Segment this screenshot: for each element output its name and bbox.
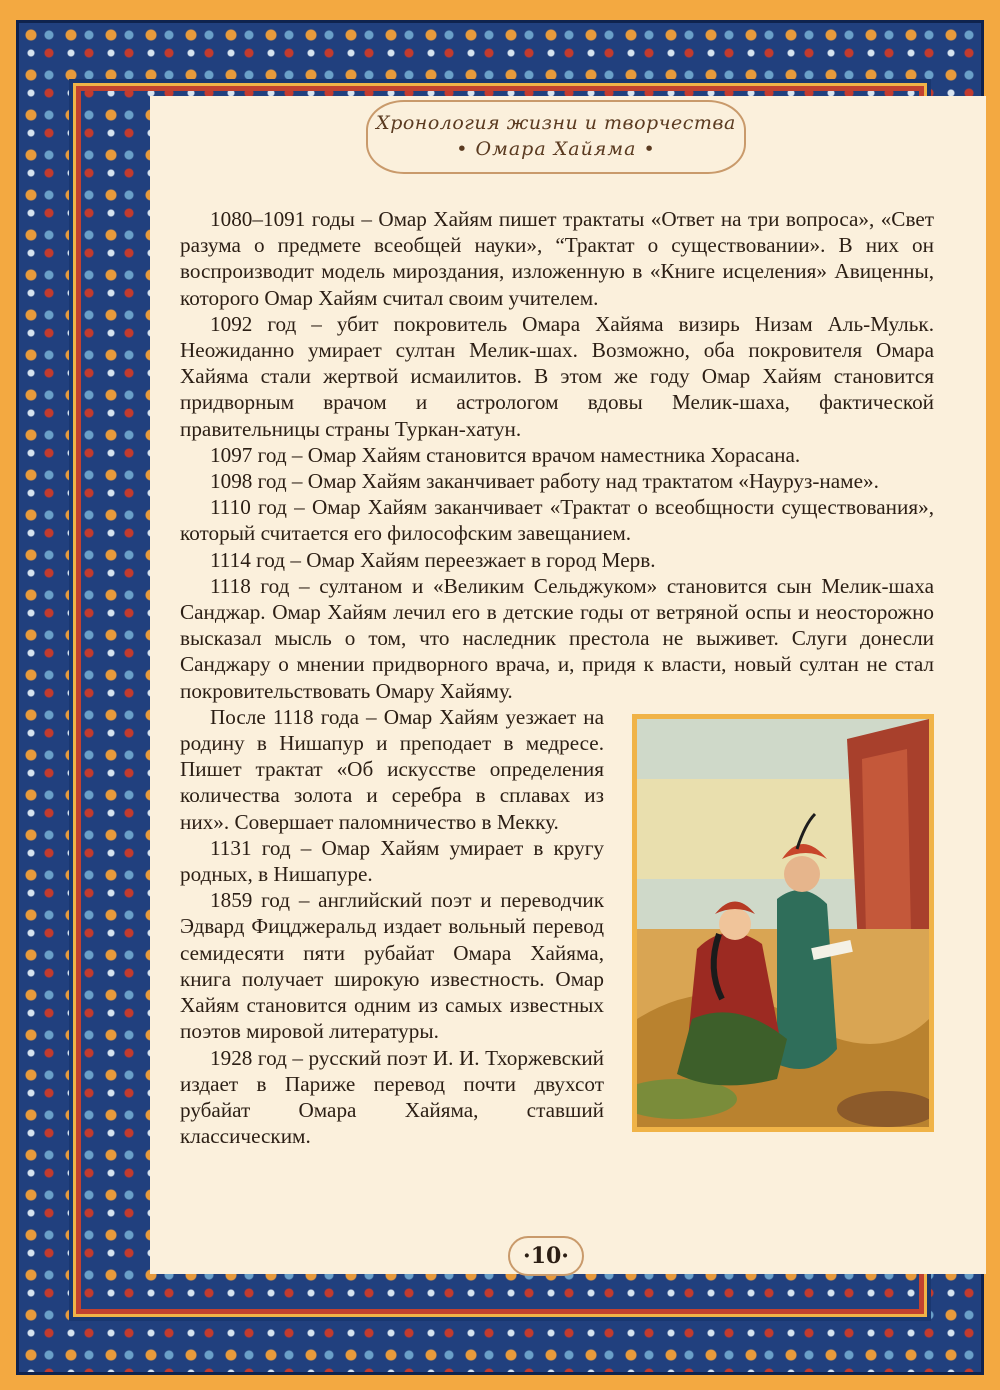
- page-title-line1: Хронология жизни и творчества: [376, 112, 736, 134]
- paragraph-1118: 1118 год – султаном и «Великим Сельджуком» становится сын Мелик-шаха Санджар. Омар Хайям лечил его в детские годы от ветряной оспы и неосторожно высказал мысль о том, что наследник престола не выживет. Слуги донесли Санджару о мнении придворного врача, и, придя к власти, новый султан не стал покровительствовать Омару Хайяму.: [180, 573, 934, 703]
- paragraph-1092: 1092 год – убит покровитель Омара Хайяма визирь Низам Аль-Мульк. Неожиданно умирает султан Мелик-шах. Возможно, оба покровителя Омара Хайяма стали жертвой исмаилитов. В этом же году Омар Хайям становится придворным врачом и астрологом вдовы Мелик-шаха, фактической правительницы страны Туркан-хатун.: [180, 311, 934, 441]
- paragraph-after-1118: После 1118 года – Омар Хайям уезжает на родину в Нишапур и преподает в медресе. Пишет трактат «Об искусстве определения количества золота и серебра в сплавах из них». Совершает паломничество в Мекку.: [180, 704, 604, 834]
- paragraph-1080: 1080–1091 годы – Омар Хайям пишет трактаты «Ответ на три вопроса», «Свет разума о предмете всеобщей науки», “Трактат о существовании». В них он воспроизводит модель мироздания, изложенную в «Книге исцеления» Авиценны, которого Омар Хайям считал своим учителем.: [180, 207, 934, 310]
- page-number-badge: [508, 1236, 584, 1276]
- paragraph-1131: 1131 год – Омар Хайям умирает в кругу родных, в Нишапуре.: [180, 835, 604, 887]
- title-cartouche: [366, 100, 746, 174]
- paragraph-1098: 1098 год – Омар Хайям заканчивает работу над трактатом «Науруз-наме».: [210, 469, 879, 494]
- paragraph-1114: 1114 год – Омар Хайям переезжает в город Мерв.: [210, 547, 656, 572]
- page-number: ·10·: [523, 1243, 569, 1269]
- paragraph-1097: 1097 год – Омар Хайям становится врачом наместника Хорасана.: [210, 442, 801, 467]
- page-title-line2: • Омара Хайяма •: [456, 138, 656, 160]
- paragraph-1928: 1928 год – русский поэт И. И. Тхоржевский издает в Париже перевод почти двухсот рубайат Омара Хайяма, ставший классическим.: [180, 1045, 604, 1149]
- paragraph-1110: 1110 год – Омар Хайям заканчивает «Трактат о всеобщности существования», который считается его философским завещанием.: [180, 495, 934, 546]
- poet-couple-painting: [637, 719, 929, 1127]
- paragraph-1859: 1859 год – английский поэт и переводчик Эдвард Фицджеральд издает вольный перевод семидесяти пяти рубайат Омара Хайяма, книга получает широкую известность. Омар Хайям становится одним из самых известных поэтов мировой литературы.: [180, 888, 604, 1044]
- miniature-illustration: [632, 714, 934, 1132]
- chronology-text: [180, 206, 934, 1149]
